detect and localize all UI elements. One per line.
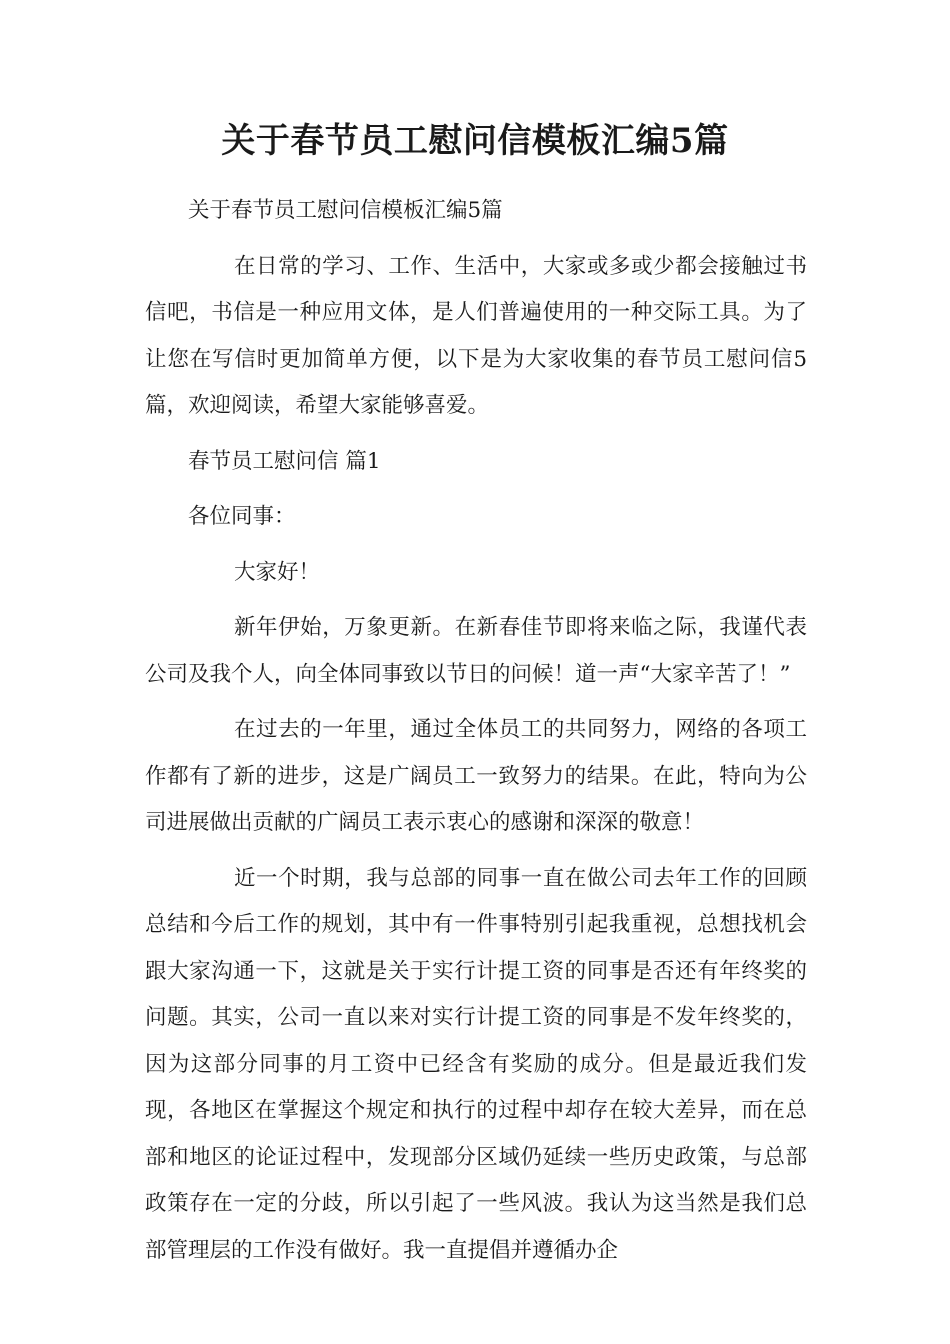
body-paragraph: 在过去的一年里，通过全体员工的共同努力，网络的各项工作都有了新的进步，这是广阔员工一致努力的结果。在此，特向为公司进展做出贡献的广阔员工表示衷心的感谢和深深的敬意！ (145, 717, 807, 835)
intro-paragraph: 在日常的学习、工作、生活中，大家或多或少都会接触过书信吧，书信是一种应用文体，是人们普遍使用的一种交际工具。为了让您在写信时更加简单方便，以下是为大家收集的春节员工慰问信5篇，欢迎阅读，希望大家能够喜爱。 (145, 253, 807, 418)
subtitle-paragraph: 关于春节员工慰问信模板汇编5篇 (188, 198, 503, 223)
salutation: 各位同事： (188, 504, 296, 529)
document-body (145, 188, 807, 1274)
body-paragraph: 新年伊始，万象更新。在新春佳节即将来临之际，我谨代表公司及我个人，向全体同事致以节日的问候！道一声“大家辛苦了！” (145, 615, 807, 687)
section-heading: 春节员工慰问信 篇1 (188, 448, 381, 474)
body-paragraph: 近一个时期，我与总部的同事一直在做公司去年工作的回顾总结和今后工作的规划，其中有一件事特别引起我重视，总想找机会跟大家沟通一下，这就是关于实行计提工资的同事是否还有年终奖的问题。其实，公司一直以来对实行计提工资的同事是不发年终奖的，因为这部分同事的月工资中已经含有奖励的成分。但是最近我们发现，各地区在掌握这个规定和执行的过程中却存在较大差异，而在总部和地区的论证过程中，发现部分区域仍延续一些历史政策，与总部政策存在一定的分歧，所以引起了一些风波。我认为这当然是我们总部管理层的工作没有做好。我一直提倡并遵循办企 (145, 865, 807, 1263)
greeting: 大家好！ (234, 559, 321, 585)
document-title: 关于春节员工慰问信模板汇编5篇 (221, 121, 729, 161)
